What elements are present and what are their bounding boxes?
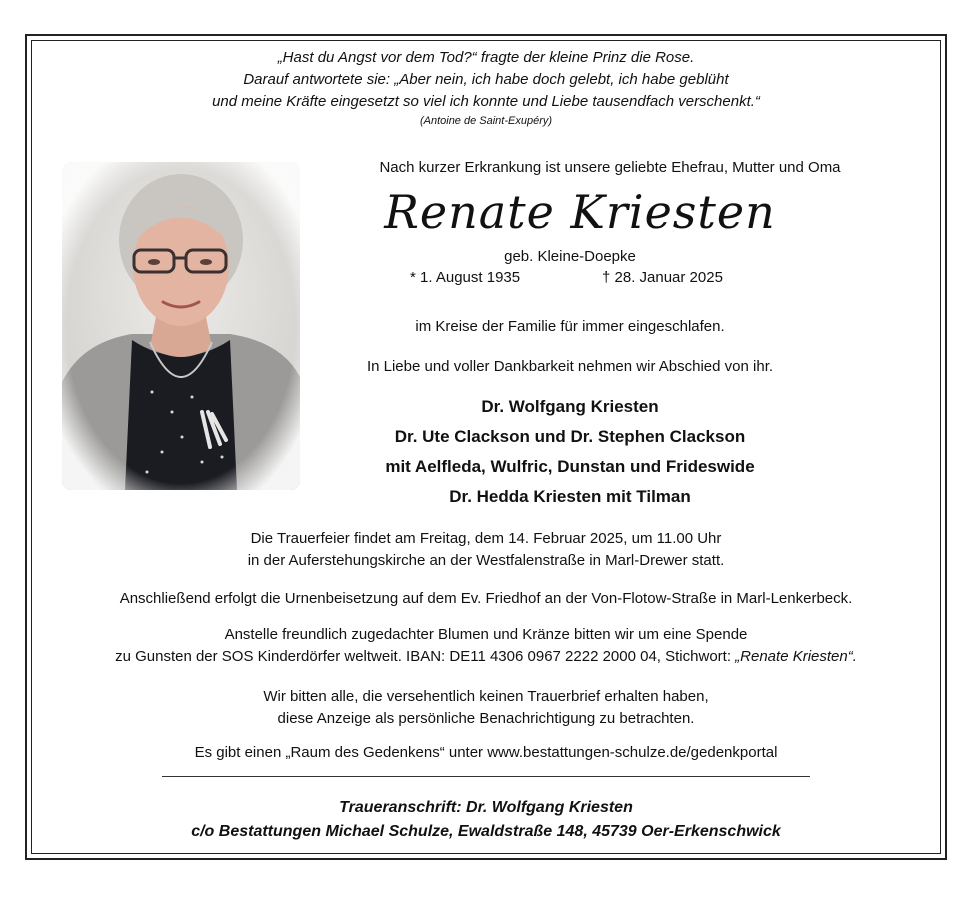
service-info (50, 528, 922, 572)
notice-line-2: diese Anzeige als persönliche Benachrichtigung zu betrachten. (277, 710, 695, 727)
mourners-list (330, 392, 810, 512)
donation-line-2 (50, 646, 922, 668)
burial-info (50, 588, 922, 610)
portrait-illustration (62, 162, 300, 490)
mourner-item: Dr. Ute Clackson und Dr. Stephen Clackson (394, 427, 746, 446)
notice-info (50, 686, 922, 730)
donation-text: zu Gunsten der SOS Kinderdörfer weltweit. IBAN: DE11 4306 0967 2222 2000 04, Stichwort: (115, 648, 731, 665)
service-line-1: Die Trauerfeier findet am Freitag, dem 14. Februar 2025, um 11.00 Uhr (250, 530, 722, 547)
memorial-info (50, 742, 922, 764)
divider (162, 776, 810, 777)
quote-source: (Antoine de Saint-Exupéry) (419, 115, 553, 127)
donation-line-1: Anstelle freundlich zugedachter Blumen und Kränze bitten wir um eine Spende (224, 626, 748, 643)
burial-line: Anschließend erfolgt die Urnenbeisetzung auf dem Ev. Friedhof an der Von-Flotow-Straße in Marl-Lenkerbeck. (119, 590, 853, 607)
mourner-item: Dr. Wolfgang Kriesten (481, 397, 659, 416)
mourner-item: mit Aelfleda, Wulfric, Dunstan und Frideswide (385, 457, 755, 476)
donation-keyword: „Renate Kriesten“. (735, 648, 857, 665)
birth-date: * 1. August 1935 (410, 269, 521, 286)
memorial-line: Es gibt einen „Raum des Gedenkens“ unter www.bestattungen-schulze.de/gedenkportal (194, 744, 778, 761)
intro-line: Nach kurzer Erkrankung ist unsere geliebte Ehefrau, Mutter und Oma (379, 159, 841, 176)
quote-block (60, 47, 912, 129)
service-line-2: in der Auferstehungskirche an der Westfalenstraße in Marl-Drewer statt. (247, 552, 725, 569)
address-line-2: c/o Bestattungen Michael Schulze, Ewaldstraße 148, 45739 Oer-Erkenschwick (191, 823, 781, 840)
farewell-line: In Liebe und voller Dankbarkeit nehmen wir Abschied von ihr. (366, 358, 774, 375)
quote-line-3: und meine Kräfte eingesetzt so viel ich konnte und Liebe tausendfach verschenkt.“ (212, 93, 760, 110)
quote-line-2: Darauf antwortete sie: „Aber nein, ich habe doch gelebt, ich habe geblüht (243, 71, 729, 88)
quote-line-1: „Hast du Angst vor dem Tod?“ fragte der kleine Prinz die Rose. (277, 49, 695, 66)
deceased-name: Renate Kriesten (384, 185, 776, 239)
mourning-address (50, 796, 922, 844)
passed-away-line: im Kreise der Familie für immer eingeschlafen. (415, 318, 725, 335)
notice-line-1: Wir bitten alle, die versehentlich keinen Trauerbrief erhalten haben, (263, 688, 709, 705)
mourner-item: Dr. Hedda Kriesten mit Tilman (449, 487, 691, 506)
portrait-photo (62, 162, 300, 490)
death-date: † 28. Januar 2025 (602, 269, 723, 286)
address-line-1: Traueranschrift: Dr. Wolfgang Kriesten (339, 799, 633, 816)
donation-info (50, 624, 922, 668)
birth-name: geb. Kleine-Doepke (504, 248, 636, 265)
